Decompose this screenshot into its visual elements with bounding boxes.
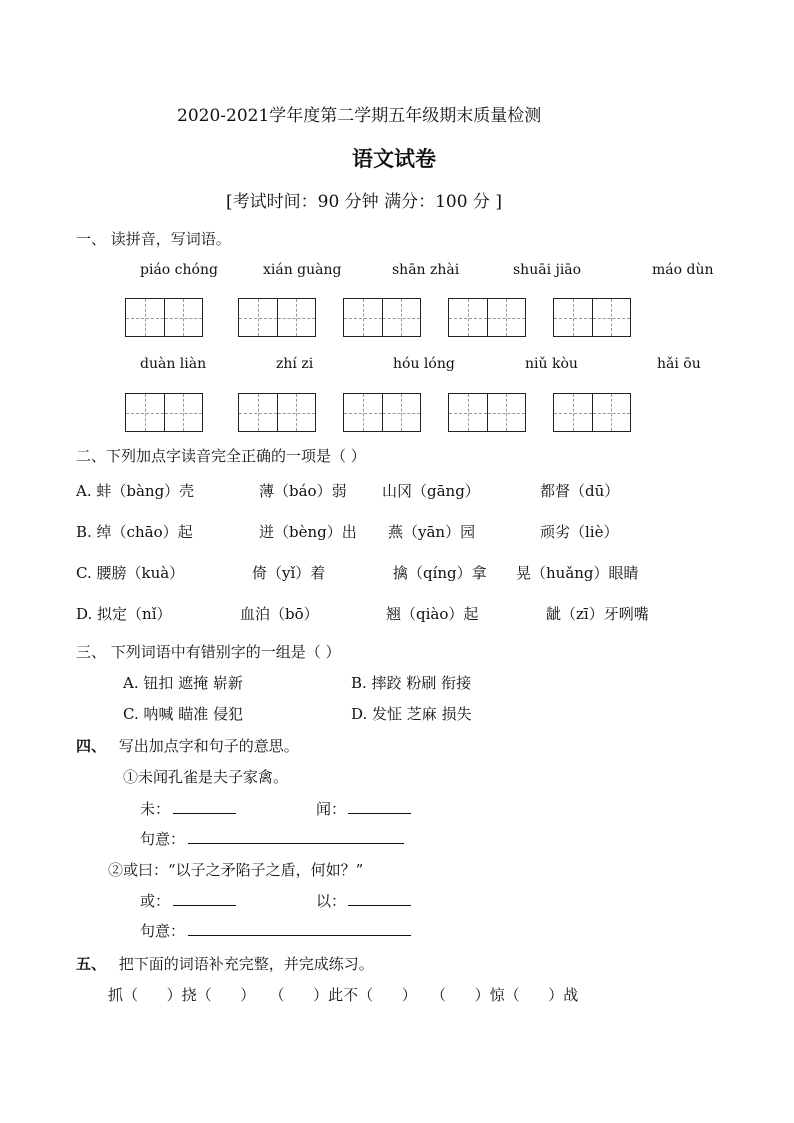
option-c-4: 晃（huǎng）眼睛	[516, 564, 639, 582]
section5-text: 把下面的词语补充完整，并完成练习。	[118, 955, 374, 973]
option-c-2: 倚（yǐ）着	[252, 564, 326, 582]
option-d-1: D. 拟定（nǐ）	[76, 605, 172, 623]
option-c-3: 擒（qíng）拿	[393, 564, 487, 582]
pinyin-4: shuāi jiāo	[513, 262, 582, 278]
pinyin-9: niǔ kòu	[525, 356, 578, 372]
writing-grid[interactable]	[238, 393, 316, 432]
writing-grid[interactable]	[125, 298, 203, 337]
q1-sentence-blank[interactable]	[188, 828, 404, 844]
q1-word1-blank[interactable]	[173, 798, 236, 814]
option-b-4: 顽劣（liè）	[540, 523, 619, 541]
writing-grid[interactable]	[343, 393, 421, 432]
writing-grid[interactable]	[553, 298, 631, 337]
pinyin-5: máo dùn	[652, 262, 714, 278]
q2-word2-blank[interactable]	[348, 890, 411, 906]
pinyin-10: hǎi ōu	[657, 356, 701, 372]
q1-sentence-label: 句意：	[140, 830, 186, 848]
q1-word2-label: 闻：	[316, 800, 347, 818]
writing-grid[interactable]	[553, 393, 631, 432]
section2-heading: 二、下列加点字读音完全正确的一项是（ ）	[76, 447, 366, 465]
option-a-3: 山冈（gāng）	[382, 482, 480, 500]
option-c-1: C. 腰膀（kuà）	[76, 564, 185, 582]
writing-grid[interactable]	[448, 298, 526, 337]
pinyin-3: shān zhài	[392, 262, 460, 278]
section1-heading: 一、 读拼音，写词语。	[76, 230, 231, 248]
option-d-2: 血泊（bō）	[240, 605, 319, 623]
option-b-2: 迸（bèng）出	[259, 523, 357, 541]
pinyin-1: piáo chóng	[140, 262, 218, 278]
option-a-2: 薄（báo）弱	[259, 482, 347, 500]
option-b-1: B. 绰（chāo）起	[76, 523, 193, 541]
q2-word1-label: 或：	[140, 892, 171, 910]
option-b-3: 燕（yān）园	[388, 523, 476, 541]
question-2: ②或曰：“以子之矛陷子之盾，何如？”	[108, 861, 364, 879]
writing-grid[interactable]	[125, 393, 203, 432]
section5-heading	[76, 953, 374, 974]
exam-info: [考试时间：90 分钟 满分：100 分 ]	[226, 192, 502, 212]
question-1: ①未闻孔雀是夫子家禽。	[123, 768, 289, 786]
section4-number: 四、	[76, 737, 107, 755]
q2-sentence-blank[interactable]	[188, 920, 411, 936]
writing-grid[interactable]	[238, 298, 316, 337]
section5-fill-line[interactable]: 抓（ ）挠（ ） （ ）此不（ ） （ ）惊（ ）战	[108, 986, 579, 1004]
pinyin-7: zhí zi	[276, 356, 314, 372]
writing-grid[interactable]	[343, 298, 421, 337]
section4-text: 写出加点字和句子的意思。	[118, 737, 299, 755]
pinyin-2: xián guàng	[263, 262, 342, 278]
option-d-4: 龇（zī）牙咧嘴	[546, 605, 649, 623]
option-d-3: 翘（qiào）起	[386, 605, 479, 623]
section3-heading: 三、 下列词语中有错别字的一组是（ ）	[76, 643, 341, 661]
section3-option-d: D. 发怔 芝麻 损失	[351, 705, 472, 723]
q1-word1-label: 未：	[140, 800, 171, 818]
q1-word2-blank[interactable]	[348, 798, 411, 814]
pinyin-8: hóu lóng	[393, 356, 455, 372]
section3-option-b: B. 摔跤 粉刷 衔接	[351, 674, 472, 692]
section5-number: 五、	[76, 955, 107, 973]
section4-heading	[76, 735, 299, 756]
q2-word1-blank[interactable]	[173, 890, 236, 906]
option-a-1: A. 蚌（bàng）壳	[76, 482, 195, 500]
exam-title-line: 2020-2021学年度第二学期五年级期末质量检测	[177, 106, 542, 126]
subject-title: 语文试卷	[352, 146, 436, 171]
q2-sentence-label: 句意：	[140, 922, 186, 940]
writing-grid[interactable]	[448, 393, 526, 432]
section3-option-c: C. 呐喊 瞄准 侵犯	[123, 705, 244, 723]
option-a-4: 都督（dū）	[540, 482, 620, 500]
pinyin-6: duàn liàn	[140, 356, 207, 372]
section3-option-a: A. 钮扣 遮掩 崭新	[123, 674, 243, 692]
q2-word2-label: 以：	[316, 892, 347, 910]
